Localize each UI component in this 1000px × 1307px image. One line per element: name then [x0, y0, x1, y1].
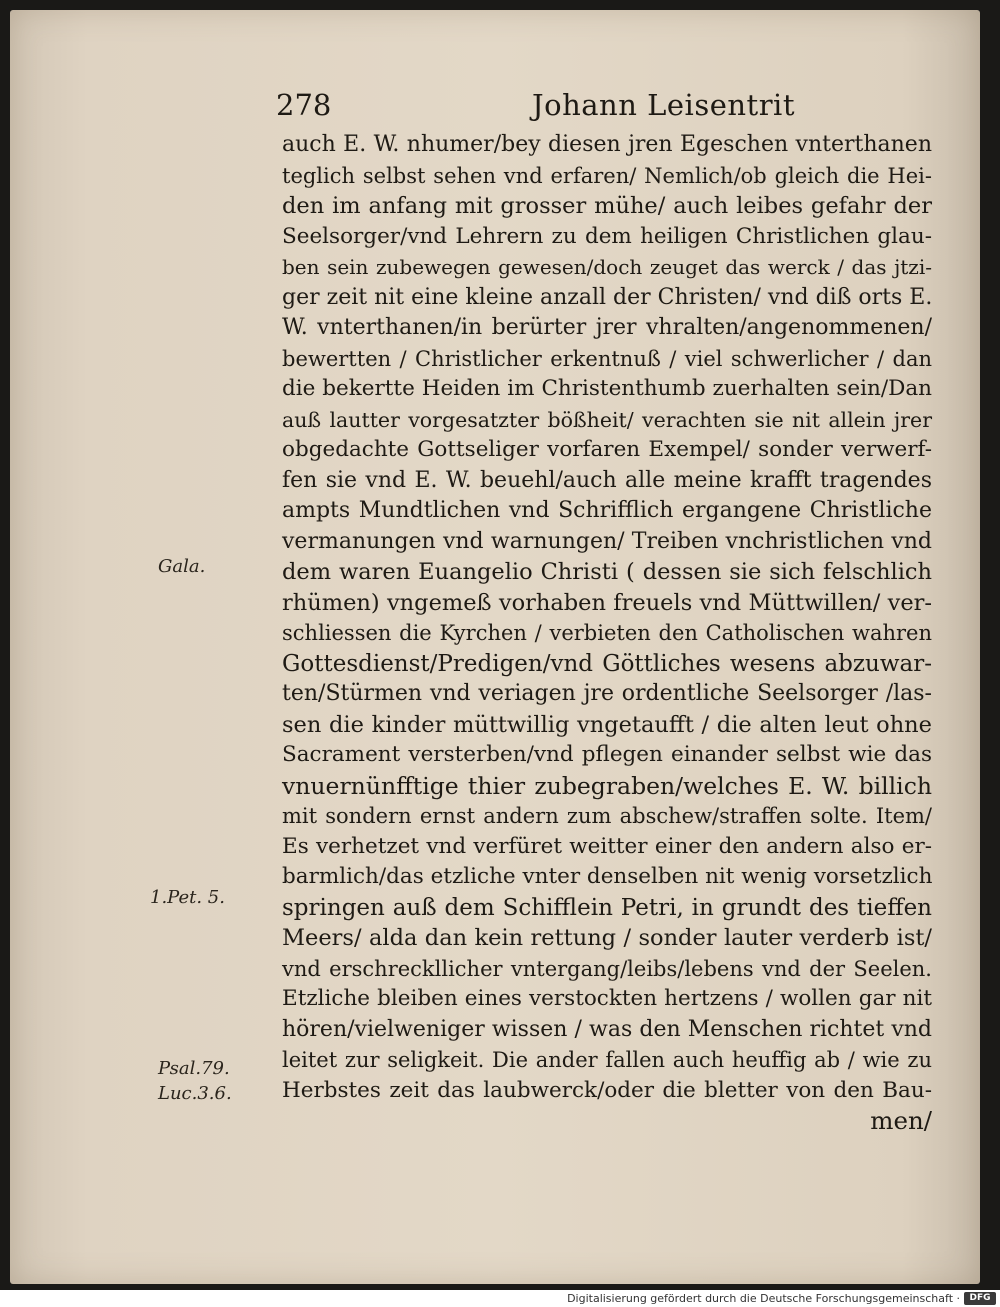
- text-line: Meers/ alda dan kein rettung / sonder lauter verderb ist/: [282, 925, 932, 951]
- text-line: Gottesdienst/Predigen/vnd Göttliches wesens abzuwar-: [282, 650, 932, 677]
- body-text: [282, 130, 932, 1137]
- text-line: W. vnterthanen/in berürter jrer vhralten/angenommenen/: [282, 315, 932, 340]
- running-head-author: Johann Leisentrit: [532, 88, 795, 122]
- text-line: ten/Stürmen vnd veriagen jre ordentliche Seelsorger /las-: [282, 681, 932, 706]
- text-line: rhümen) vngemeß vorhaben freuels vnd Müttwillen/ ver-: [282, 589, 932, 616]
- text-line: hören/vielweniger wissen / was den Menschen richtet vnd: [282, 1016, 932, 1042]
- text-line: teglich selbst sehen vnd erfaren/ Nemlich/ob gleich die Hei-: [282, 163, 932, 188]
- text-line: obgedachte Gottseliger vorfaren Exempel/ sonder verwerf-: [282, 437, 932, 462]
- text-line: vermanungen vnd warnungen/ Treiben vnchristlichen vnd: [282, 528, 932, 554]
- text-line: ger zeit nit eine kleine anzall der Christen/ vnd diß orts E.: [282, 284, 933, 310]
- text-line: die bekertte Heiden im Christenthumb zuerhalten sein/Dan: [282, 376, 932, 401]
- text-line: springen auß dem Schifflein Petri, in grundt des tieffen: [282, 894, 932, 921]
- running-head: [276, 88, 936, 128]
- text-line: dem waren Euangelio Christi ( dessen sie sich felschlich: [282, 559, 932, 585]
- text-line: vnuernünfftige thier zubegraben/welches E. W. billich: [282, 771, 932, 800]
- footer-bar: [0, 1290, 1000, 1307]
- dfg-logo: DFG: [964, 1292, 996, 1305]
- marginal-note-psal: Psal.79.: [158, 1058, 230, 1079]
- text-line: fen sie vnd E. W. beuehl/auch alle meine krafft tragendes: [282, 467, 932, 493]
- text-line: barmlich/das etzliche vnter denselben nit wenig vorsetzlich: [282, 864, 933, 889]
- text-line: ben sein zubewegen gewesen/doch zeuget das werck / das jtzi-: [282, 255, 932, 279]
- text-line: Sacrament versterben/vnd pflegen einander selbst wie das: [282, 742, 932, 767]
- page-number: 278: [276, 88, 332, 122]
- text-line: Es verhetzet vnd verfüret weitter einer den andern also er-: [282, 833, 932, 859]
- text-line: bewertten / Christlicher erkentnuß / viel schwerlicher / dan: [282, 346, 932, 371]
- text-line: den im anfang mit grosser mühe/ auch leibes gefahr der: [282, 193, 932, 219]
- marginal-note-luc: Luc.3.6.: [158, 1083, 232, 1104]
- text-line: mit sondern ernst andern zum abschew/straffen solte. Item/: [282, 804, 932, 828]
- marginal-note-pet: 1.Pet. 5.: [150, 887, 225, 908]
- text-line: auch E. W. nhumer/bey diesen jren Egeschen vnterthanen: [282, 132, 932, 157]
- text-line: vnd erschreckllicher vntergang/leibs/lebens vnd der Seelen.: [282, 956, 932, 981]
- text-line-catchword: men/: [870, 1106, 932, 1135]
- text-line: Etzliche bleiben eines verstockten hertzens / wollen gar nit: [282, 986, 932, 1011]
- marginal-note-gala: Gala.: [158, 556, 206, 577]
- funding-credit: Digitalisierung gefördert durch die Deutsche Forschungsgemeinschaft ·: [567, 1292, 960, 1305]
- text-line: schliessen die Kyrchen / verbieten den Catholischen wahren: [282, 621, 932, 645]
- text-line: Seelsorger/vnd Lehrern zu dem heiligen Christlichen glau-: [282, 223, 932, 249]
- text-line: sen die kinder müttwillig vngetaufft / die alten leut ohne: [282, 711, 932, 738]
- text-line: leitet zur seligkeit. Die ander fallen auch heuffig ab / wie zu: [282, 1048, 932, 1072]
- text-line: auß lautter vorgesatzter bößheit/ verachten sie nit allein jrer: [282, 407, 932, 432]
- text-line: Herbstes zeit das laubwerck/oder die bletter von den Bau-: [282, 1077, 932, 1103]
- text-line: ampts Mundtlichen vnd Schrifflich ergangene Christliche: [282, 498, 932, 523]
